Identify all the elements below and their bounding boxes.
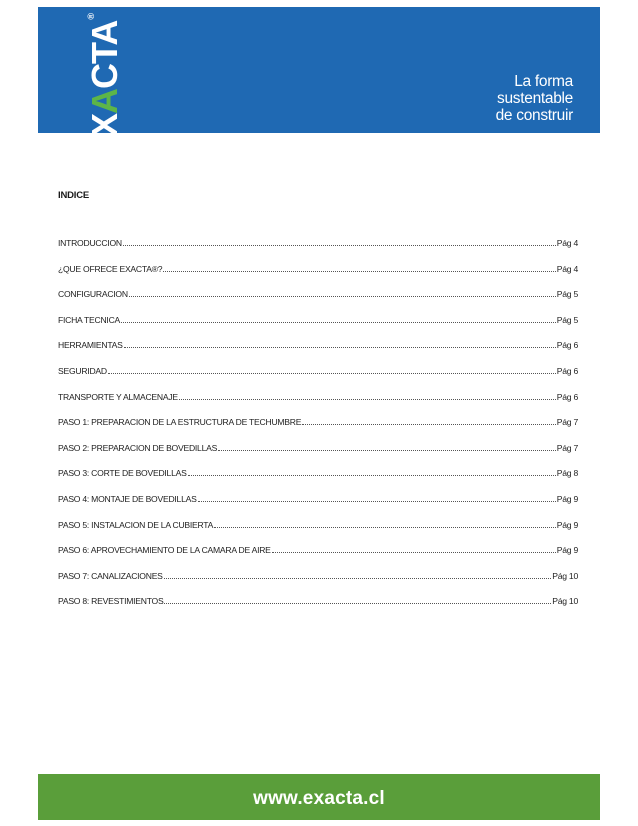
- toc-entry: [58, 494, 578, 520]
- toc-entry-page: Pág 6: [556, 365, 578, 376]
- toc-entry-page: Pág 10: [552, 596, 578, 607]
- toc-entry: [58, 366, 578, 392]
- toc-entry-page: Pág 4: [556, 263, 578, 274]
- toc-entry: [58, 417, 578, 443]
- toc-entry: [58, 315, 578, 341]
- toc-leader-dots: [164, 572, 552, 579]
- toc-entry-page: Pág 7: [556, 417, 578, 428]
- toc-entry: [58, 289, 578, 315]
- toc-entry: [58, 520, 578, 546]
- toc-entry-label: PASO 1: PREPARACION DE LA ESTRUCTURA DE TECHUMBRE: [58, 417, 302, 428]
- tagline: [496, 73, 573, 124]
- toc-leader-dots: [218, 444, 556, 451]
- index-title: INDICE: [58, 190, 89, 201]
- toc-entry-page: Pág 10: [552, 570, 578, 581]
- toc-entry: [58, 443, 578, 469]
- toc-leader-dots: [123, 239, 556, 246]
- toc-entry-page: Pág 9: [556, 493, 578, 504]
- toc-leader-dots: [124, 341, 556, 348]
- toc-leader-dots: [163, 265, 555, 272]
- toc-leader-dots: [179, 393, 556, 400]
- toc-entry-label: PASO 3: CORTE DE BOVEDILLAS: [58, 468, 187, 479]
- toc-entry: [58, 264, 578, 290]
- header-banner: [38, 7, 600, 160]
- toc-entry-label: TRANSPORTE Y ALMACENAJE: [58, 391, 178, 402]
- toc-leader-dots: [164, 597, 551, 604]
- exacta-logo: EXACTA®: [84, 14, 125, 160]
- toc-entry-page: Pág 6: [556, 391, 578, 402]
- toc-leader-dots: [108, 367, 556, 374]
- toc-entry-page: Pág 5: [556, 314, 578, 325]
- toc-entry-label: HERRAMIENTAS: [58, 340, 123, 351]
- toc-leader-dots: [272, 546, 556, 553]
- toc-entry-page: Pág 8: [556, 468, 578, 479]
- toc-entry-label: INTRODUCCION: [58, 238, 122, 248]
- toc-entry: [58, 596, 578, 622]
- toc-leader-dots: [302, 418, 556, 425]
- toc-leader-dots: [188, 469, 556, 476]
- toc-entry-label: PASO 2: PREPARACION DE BOVEDILLAS: [58, 442, 218, 453]
- toc-entry: [58, 545, 578, 571]
- tagline-line: La forma: [514, 73, 573, 90]
- website-link[interactable]: www.exacta.cl: [253, 788, 385, 809]
- toc-entry-label: PASO 6: APROVECHAMIENTO DE LA CAMARA DE AIRE: [58, 545, 271, 556]
- toc-leader-dots: [214, 521, 556, 528]
- toc-entry-page: Pág 9: [556, 519, 578, 530]
- toc-entry-label: PASO 4: MONTAJE DE BOVEDILLAS: [58, 493, 197, 504]
- toc-entry-page: Pág 6: [556, 340, 578, 351]
- toc-entry-page: Pág 4: [556, 238, 578, 248]
- table-of-contents: [58, 238, 578, 622]
- toc-entry-label: CONFIGURACION: [58, 289, 128, 300]
- toc-entry-label: FICHA TECNICA: [58, 314, 121, 325]
- toc-leader-dots: [129, 290, 556, 297]
- toc-entry: [58, 340, 578, 366]
- toc-entry-label: PASO 8: REVESTIMIENTOS: [58, 596, 164, 607]
- toc-entry: [58, 238, 578, 264]
- toc-leader-dots: [198, 495, 556, 502]
- toc-entry-page: Pág 7: [556, 442, 578, 453]
- tagline-line: sustentable: [497, 90, 573, 107]
- toc-entry-page: Pág 5: [556, 289, 578, 300]
- toc-leader-dots: [121, 316, 556, 323]
- toc-entry: [58, 468, 578, 494]
- toc-entry-label: PASO 5: INSTALACION DE LA CUBIERTA: [58, 519, 214, 530]
- toc-entry-label: ¿QUE OFRECE EXACTA®?: [58, 263, 163, 274]
- toc-entry-label: SEGURIDAD: [58, 365, 107, 376]
- toc-entry-label: PASO 7: CANALIZACIONES: [58, 570, 163, 581]
- toc-entry: [58, 571, 578, 597]
- footer-banner: [38, 774, 600, 820]
- tagline-line: de construir: [495, 107, 573, 124]
- toc-entry-page: Pág 9: [556, 545, 578, 556]
- toc-entry: [58, 392, 578, 418]
